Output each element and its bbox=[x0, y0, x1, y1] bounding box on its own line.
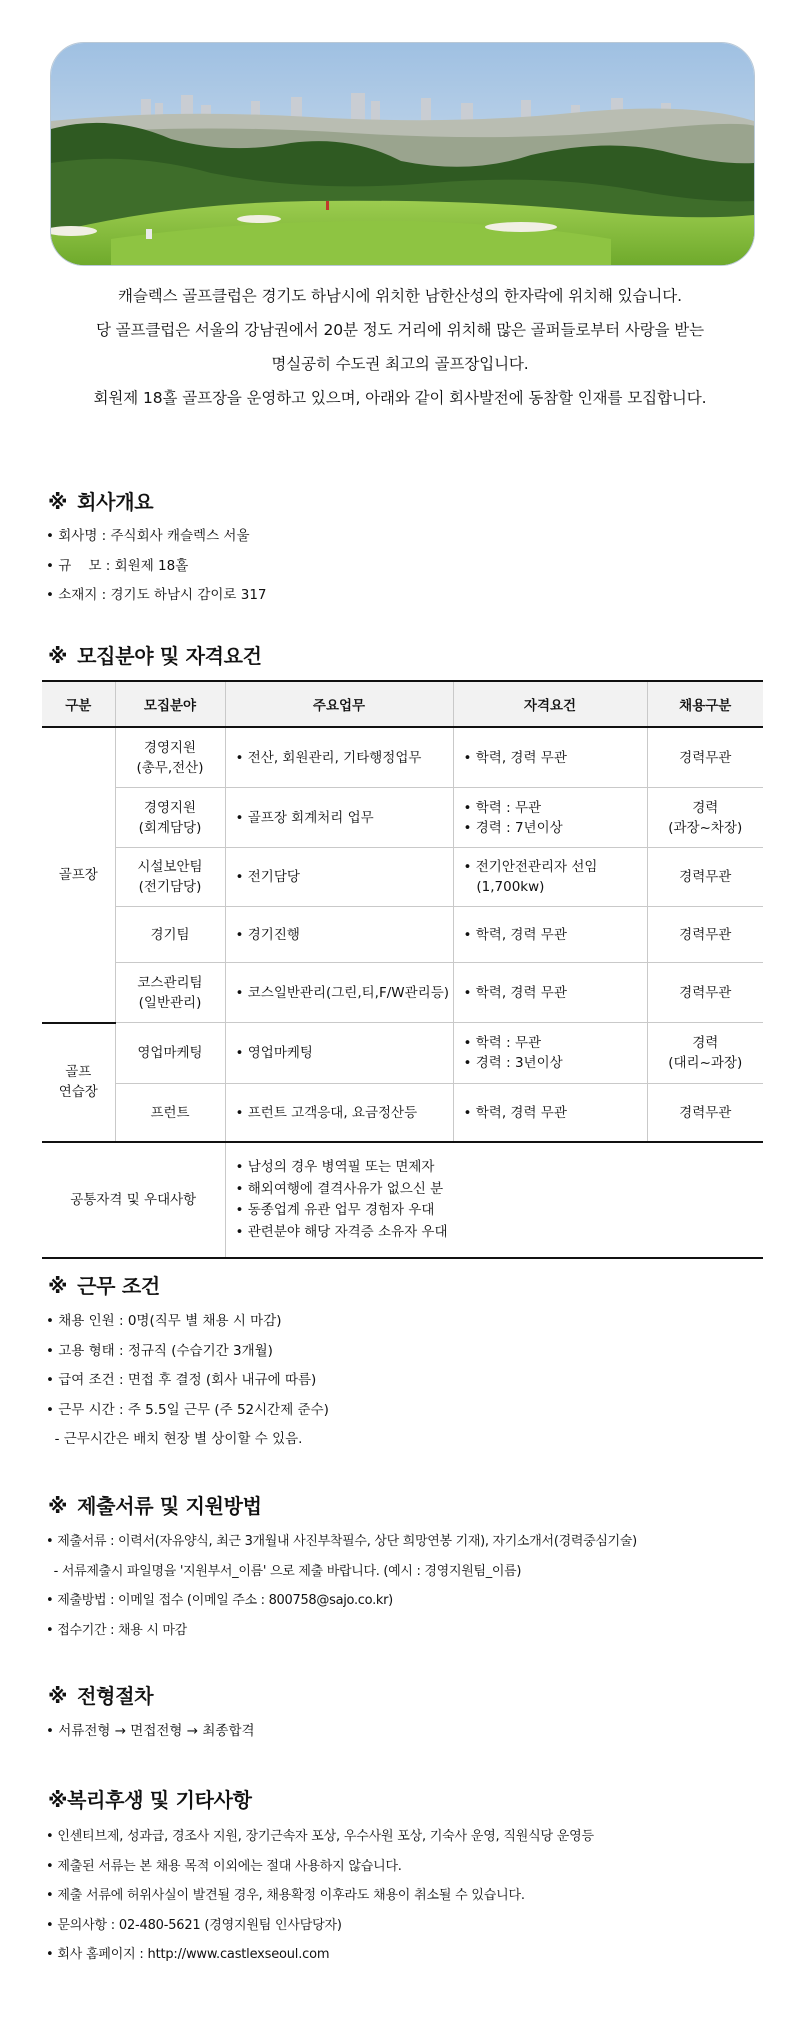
documents-section-title: ※ 제출서류 및 지원방법 bbox=[48, 1494, 262, 1518]
company-address: • 소재지 : 경기도 하남시 감이로 317 bbox=[46, 587, 267, 604]
qualification-cell: • 전기안전관리자 선임 (1,700kw) bbox=[453, 848, 647, 907]
header-category: 구분 bbox=[42, 681, 115, 727]
field-cell: 경영지원 (총무,전산) bbox=[115, 727, 225, 788]
table-header-row bbox=[42, 681, 763, 727]
golf-course-photo bbox=[50, 42, 755, 266]
company-info-list bbox=[46, 522, 766, 611]
qualification-cell: • 학력, 경력 무관 bbox=[453, 727, 647, 788]
qualification-cell: • 학력, 경력 무관 bbox=[453, 963, 647, 1023]
reference-mark: ※ bbox=[48, 1494, 68, 1518]
duty-cell: • 영업마케팅 bbox=[225, 1023, 453, 1084]
process-item: • 서류전형 → 면접전형 → 최종합격 bbox=[46, 1723, 255, 1739]
table-row bbox=[42, 1084, 763, 1143]
table-row bbox=[42, 963, 763, 1023]
intro-line: 캐슬렉스 골프클럽은 경기도 하남시에 위치한 남한산성의 한자락에 위치해 있습니다. bbox=[117, 287, 682, 305]
recruitment-table bbox=[42, 680, 763, 1259]
qualification-cell: • 학력, 경력 무관 bbox=[453, 1084, 647, 1143]
common-qualification-label: 공통자격 및 우대사항 bbox=[42, 1142, 225, 1258]
documents-note: - 서류제출시 파일명을 '지원부서_이름' 으로 제출 바랍니다. (예시 : 경영지원팀_이름) bbox=[46, 1563, 522, 1579]
reference-mark: ※ bbox=[48, 1788, 68, 1812]
qualification-cell: • 학력 : 무관 • 경력 : 3년이상 bbox=[453, 1023, 647, 1084]
welfare-item: • 인센티브제, 성과급, 경조사 지원, 장기근속자 포상, 우수사원 포상, 기숙사 운영, 직원식당 운영등 bbox=[46, 1829, 594, 1844]
conditions-list bbox=[46, 1307, 766, 1455]
condition-item: • 채용 인원 : 0명(직무 별 채용 시 마감) bbox=[46, 1313, 282, 1329]
table-row bbox=[42, 788, 763, 848]
reference-mark: ※ bbox=[48, 490, 68, 514]
field-cell: 경기팀 bbox=[115, 907, 225, 963]
common-item: • 동종업계 유관 업무 경험자 우대 bbox=[235, 1202, 435, 1218]
employment-type-cell: 경력무관 bbox=[647, 848, 763, 907]
table-row bbox=[42, 907, 763, 963]
reference-mark: ※ bbox=[48, 1274, 68, 1298]
header-qualification: 자격요건 bbox=[453, 681, 647, 727]
welfare-item: • 제출된 서류는 본 채용 목적 이외에는 절대 사용하지 않습니다. bbox=[46, 1858, 402, 1874]
group-driving-range: 골프 연습장 bbox=[42, 1023, 115, 1143]
company-name: • 회사명 : 주식회사 캐슬렉스 서울 bbox=[46, 528, 250, 544]
welfare-item: • 제출 서류에 허위사실이 발견될 경우, 채용확정 이후라도 채용이 취소될 수 있습니다. bbox=[46, 1888, 525, 1904]
welfare-list bbox=[46, 1822, 766, 1970]
employment-type-cell: 경력 (대리~과장) bbox=[647, 1023, 763, 1084]
process-list bbox=[46, 1717, 766, 1747]
duty-cell: • 경기진행 bbox=[225, 907, 453, 963]
employment-type-cell: 경력무관 bbox=[647, 727, 763, 788]
duty-cell: • 전기담당 bbox=[225, 848, 453, 907]
common-item: • 관련분야 해당 자격증 소유자 우대 bbox=[235, 1223, 448, 1240]
documents-item: • 접수기간 : 채용 시 마감 bbox=[46, 1622, 187, 1638]
table-row bbox=[42, 727, 763, 788]
intro-line: 당 골프클럽은 서울의 강남권에서 20분 정도 거리에 위치해 많은 골퍼들로부터 사랑을 받는 bbox=[95, 321, 705, 339]
common-item: • 남성의 경우 병역필 또는 면제자 bbox=[235, 1159, 435, 1175]
employment-type-cell: 경력무관 bbox=[647, 1084, 763, 1143]
process-section-title: ※ 전형절차 bbox=[48, 1684, 154, 1708]
field-cell: 프런트 bbox=[115, 1084, 225, 1143]
table-row bbox=[42, 848, 763, 907]
duty-cell: • 전산, 회원관리, 기타행정업무 bbox=[225, 727, 453, 788]
field-cell: 코스관리팀 (일반관리) bbox=[115, 963, 225, 1023]
company-scale: • 규 모 : 회원제 18홀 bbox=[46, 557, 189, 574]
duty-cell: • 코스일반관리(그린,티,F/W관리등) bbox=[225, 963, 453, 1023]
homepage-info: • 회사 홈페이지 : http://www.castlexseoul.com bbox=[46, 1947, 330, 1963]
contact-info: • 문의사항 : 02-480-5621 (경영지원팀 인사담당자) bbox=[46, 1917, 342, 1933]
condition-item: • 근무 시간 : 주 5.5일 근무 (주 52시간제 준수) bbox=[46, 1401, 329, 1418]
group-golf-course: 골프장 bbox=[42, 727, 115, 1023]
intro-paragraph bbox=[40, 279, 760, 415]
condition-item: • 고용 형태 : 정규직 (수습기간 3개월) bbox=[46, 1342, 273, 1359]
reference-mark: ※ bbox=[48, 644, 68, 668]
field-cell: 시설보안팀 (전기담당) bbox=[115, 848, 225, 907]
condition-item: • 급여 조건 : 면접 후 결정 (회사 내규에 따름) bbox=[46, 1372, 317, 1389]
condition-note: - 근무시간은 배치 현장 별 상이할 수 있음. bbox=[46, 1431, 303, 1448]
conditions-section-title: ※ 근무 조건 bbox=[48, 1274, 160, 1298]
header-employment-type: 채용구분 bbox=[647, 681, 763, 727]
table-row bbox=[42, 1023, 763, 1084]
intro-line: 회원제 18홀 골프장을 운영하고 있으며, 아래와 같이 회사발전에 동참할 인재를 모집합니다. bbox=[93, 389, 707, 407]
field-cell: 영업마케팅 bbox=[115, 1023, 225, 1084]
qualification-cell: • 학력, 경력 무관 bbox=[453, 907, 647, 963]
recruit-section-title: ※ 모집분야 및 자격요건 bbox=[48, 644, 262, 668]
duty-cell: • 골프장 회계처리 업무 bbox=[225, 788, 453, 848]
common-qualification-list bbox=[225, 1142, 763, 1258]
intro-line: 명실공히 수도권 최고의 골프장입니다. bbox=[271, 355, 529, 373]
reference-mark: ※ bbox=[48, 1684, 68, 1708]
welfare-section-title: ※복리후생 및 기타사항 bbox=[48, 1788, 252, 1812]
employment-type-cell: 경력무관 bbox=[647, 963, 763, 1023]
header-duty: 주요업무 bbox=[225, 681, 453, 727]
field-cell: 경영지원 (회계담당) bbox=[115, 788, 225, 848]
common-qualification-row bbox=[42, 1142, 763, 1258]
employment-type-cell: 경력무관 bbox=[647, 907, 763, 963]
documents-item: • 제출서류 : 이력서(자유양식, 최근 3개월내 사진부착필수, 상단 희망연봉 기재), 자기소개서(경력중심기술) bbox=[46, 1534, 637, 1549]
qualification-cell: • 학력 : 무관 • 경력 : 7년이상 bbox=[453, 788, 647, 848]
common-item: • 해외여행에 결격사유가 없으신 분 bbox=[235, 1180, 444, 1197]
header-field: 모집분야 bbox=[115, 681, 225, 727]
documents-list bbox=[46, 1527, 766, 1645]
duty-cell: • 프런트 고객응대, 요금정산등 bbox=[225, 1084, 453, 1143]
company-section-title: ※ 회사개요 bbox=[48, 490, 154, 514]
documents-item: • 제출방법 : 이메일 접수 (이메일 주소 : 800758@sajo.co.kr) bbox=[46, 1593, 393, 1609]
employment-type-cell: 경력 (과장~차장) bbox=[647, 788, 763, 848]
